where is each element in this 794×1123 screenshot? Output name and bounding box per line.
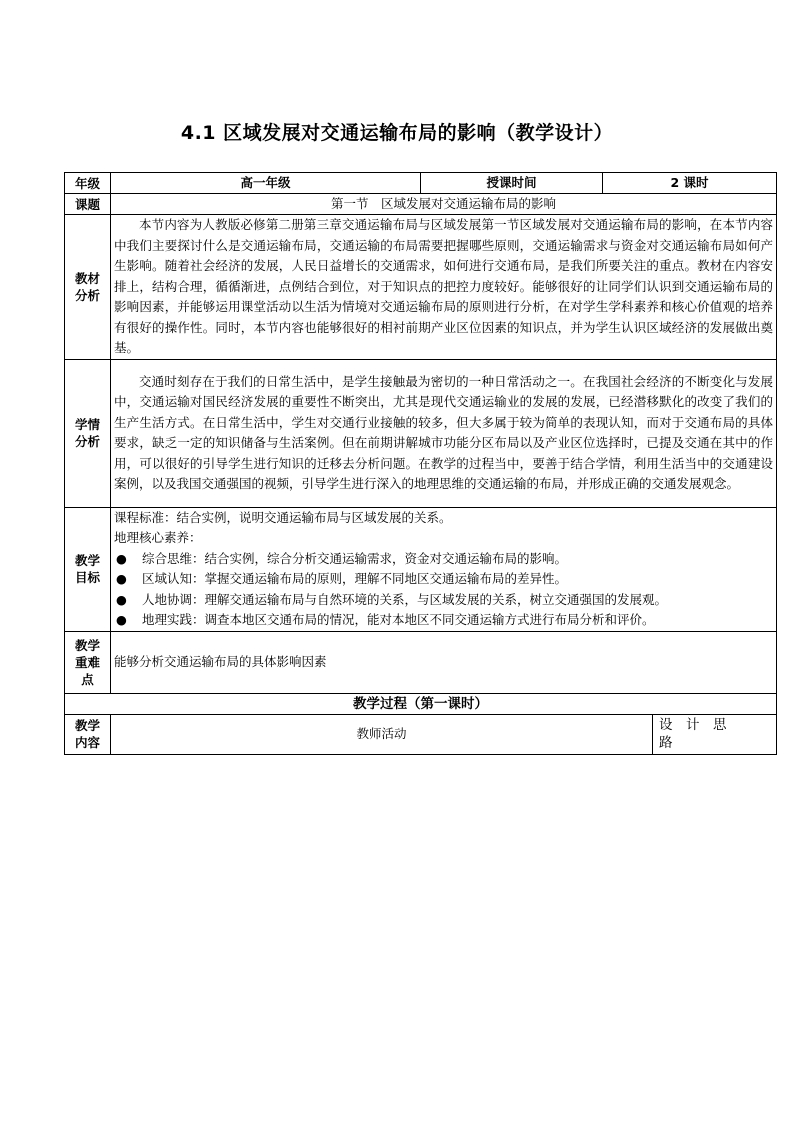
topic-value: 第一节 区域发展对交通运输布局的影响: [111, 194, 777, 215]
teacher-activity-header: 教师活动: [111, 714, 653, 754]
lesson-plan-table: [64, 172, 777, 755]
objective-item: ● 人地协调：理解交通运输布局与自然环境的关系，与区域发展的关系，树立交通强国的发展观。: [114, 590, 773, 611]
process-heading: 教学过程（第一课时）: [65, 693, 777, 714]
content-label: 教学 内容: [65, 714, 111, 754]
process-heading-row: [65, 693, 777, 714]
core-literacy-heading: 地理核心素养：: [114, 530, 202, 545]
time-label: 授课时间: [421, 173, 603, 194]
bullet-icon: ●: [116, 550, 127, 566]
hours-value: 2 课时: [603, 173, 777, 194]
grade-value: 高一年级: [111, 173, 421, 194]
textbook-analysis-label: 教材 分析: [65, 215, 111, 360]
key-points-row: [65, 631, 777, 693]
bullet-icon: ●: [116, 571, 127, 586]
grade-label: 年级: [65, 173, 111, 194]
objectives-label: 教学 目标: [65, 507, 111, 631]
objectives-row: [65, 507, 777, 631]
process-columns-row: [65, 714, 777, 754]
header-row: [65, 173, 777, 194]
document-title: 4.1 区域发展对交通运输布局的影响（教学设计）: [180, 122, 614, 144]
key-points-label: 教学 重难 点: [65, 631, 111, 693]
design-idea-header: 设 计 思 路: [653, 714, 777, 754]
objectives-content: [111, 507, 777, 631]
curriculum-standard: 课程标准：结合实例，说明交通运输布局与区域发展的关系。: [114, 509, 452, 525]
textbook-analysis-row: [65, 215, 777, 360]
topic-label: 课题: [65, 194, 111, 215]
student-analysis-text: 交通时刻存在于我们的日常生活中，是学生接触最为密切的一种日常活动之一。在我国社会经济的不断变化与发展中，交通运输对国民经济发展的重要性不断突出，尤其是现代交通运输业的发展的发展，已经潜移默化的改变了我们的生产生活方式。在日常生活中，学生对交通行业接触的较多，但大多属于较为简单的表现认知，而对于交通布局的具体要求，缺乏一定的知识储备与生活案例。但在前期讲解城市功能分区布局以及产业区位选择时，已提及交通在其中的作用，可以很好的引导学生进行知识的迁移去分析问题。在教学的过程当中，要善于结合学情，利用生活当中的交通建设案例，以及我国交通强国的视频，引导学生进行深入的地理思维的交通运输的布局，并形成正确的交通发展观念。: [111, 359, 777, 507]
textbook-analysis-text: 本节内容为人教版必修第二册第三章交通运输布局与区域发展第一节区域发展对交通运输布局的影响，在本节内容中我们主要探讨什么是交通运输布局，交通运输的布局需要把握哪些原则，交通运输需求与资金对交通运输布局如何产生影响。随着社会经济的发展，人民日益增长的交通需求，如何进行交通布局，是我们所要关注的重点。教材在内容安排上，结构合理，循循渐进，点例结合到位，对于知识点的把控力度较好。能够很好的让同学们认识到交通运输布局的影响因素，并能够运用课堂活动以生活为情境对交通运输布局的原则进行分析，在对学生学科素养和核心价值观的培养有很好的操作性。同时，本节内容也能够很好的相衬前期产业区位因素的知识点，并为学生认识区域经济的发展做出奠基。: [111, 215, 777, 360]
bullet-icon: ●: [116, 612, 127, 627]
topic-row: [65, 194, 777, 215]
objective-item: ● 综合思维：结合实例，综合分析交通运输需求，资金对交通运输布局的影响。: [114, 549, 773, 570]
bullet-icon: ●: [116, 591, 127, 607]
student-analysis-label: 学情 分析: [65, 359, 111, 507]
objective-item: ● 区域认知：掌握交通运输布局的原则，理解不同地区交通运输布局的差异性。: [114, 569, 773, 590]
objective-item: ● 地理实践：调查本地区交通布局的情况，能对本地区不同交通运输方式进行布局分析和评价。: [114, 610, 773, 631]
key-points-text: 能够分析交通运输布局的具体影响因素: [111, 631, 777, 693]
student-analysis-row: [65, 359, 777, 507]
